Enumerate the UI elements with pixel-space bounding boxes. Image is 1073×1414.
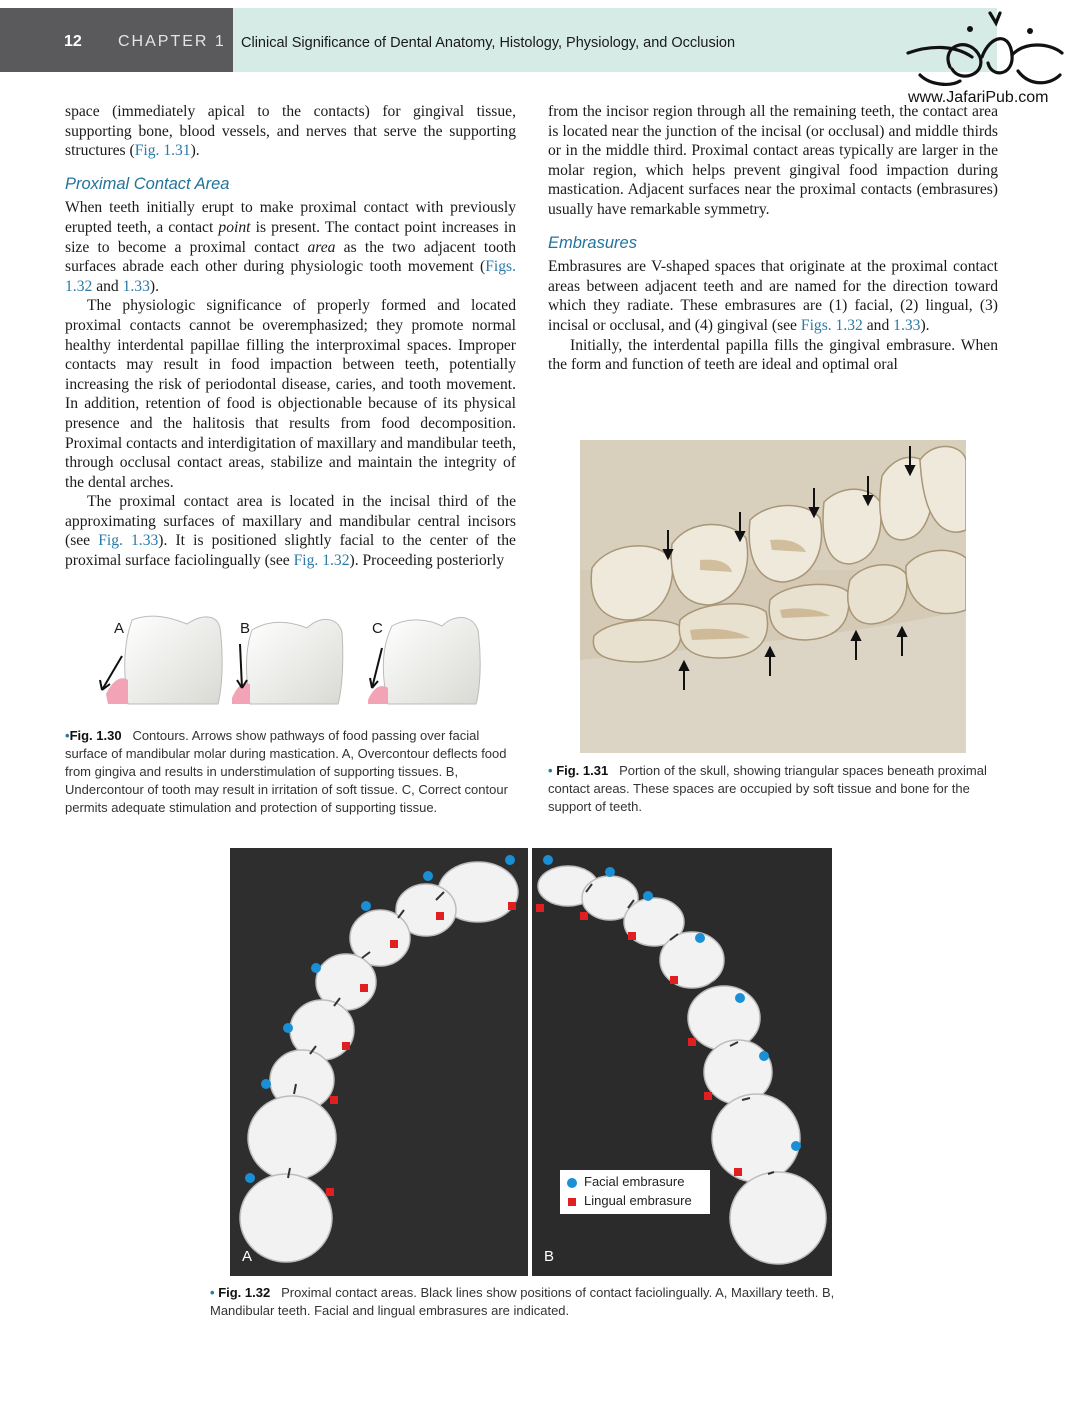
calligraphy-logo-icon — [900, 5, 1070, 95]
figure-link[interactable]: 1.33 — [893, 316, 921, 334]
panel-label: C — [372, 620, 383, 637]
figure-1-32-caption: • Fig. 1.32 Proximal contact areas. Black lines show positions of contact faciolingually. A, Maxillary teeth. B, Mandibular teeth. Facial and lingual embrasures are indicated. — [210, 1285, 835, 1318]
paragraph: The physiologic significance of properly formed and located proximal contacts cannot be overemphasized; they promote normal healthy interdental papillae filling the interproximal spaces. Improper contacts may result in food impaction between teeth, potentially increasing the risk of periodontal disease, caries, and tooth movement. In addition, retention of food is objectionable because of its physical presence and the halitosis that results from food decomposition. Proximal contacts and interdigitation of maxillary and mandibular teeth, through occlusal contact areas, stabilize and maintain the integrity of the dental arches. — [65, 297, 516, 491]
legend-facial-label: Facial embrasure — [584, 1174, 685, 1189]
figure-link[interactable]: Figs. 1.32 — [800, 316, 863, 334]
chapter-label: CHAPTER 1 — [118, 33, 226, 50]
figure-link[interactable]: Fig. 1.33 — [98, 532, 159, 550]
left-text-column — [65, 102, 516, 571]
facial-embrasure-swatch — [567, 1178, 577, 1188]
paragraph: from the incisor region through all the remaining teeth, the contact area is located near the junction of the incisal (or occlusal) and middle thirds or in the middle third. Proximal contact areas typically are larger in the molar region, which helps prevent gingival food impaction during mastication. Adjacent surfaces near the proximal contacts (embrasures) usually have remarkable symmetry. — [548, 103, 998, 218]
paragraph: When teeth initially erupt to make proximal contact with previously erupted teeth, a contact point is present. The contact point increases in size to become a proximal contact area as the two adjacent tooth surfaces abrade each other during physiologic tooth movement (Figs. 1.32 and 1.33). — [65, 199, 517, 295]
figure-1-32-arches — [230, 848, 832, 1276]
figure-link[interactable]: Figs. 1.32 — [65, 258, 516, 295]
panel-label: A — [242, 1248, 253, 1265]
publisher-logo — [900, 5, 1070, 111]
figure-link[interactable]: 1.33 — [122, 277, 150, 295]
panel-label: A — [114, 620, 125, 637]
chapter-header-tab — [0, 8, 233, 72]
publisher-url: www.JafariPub.com — [908, 89, 1049, 106]
paragraph: Embrasures are V-shaped spaces that originate at the proximal contact areas between adjacent teeth and are named for the direction toward which they radiate. These embrasures are (1) facial, (2) lingual, (3) incisal or occlusal, and (4) gingival (see Figs. 1.32 and 1.33). — [548, 258, 998, 334]
paragraph: The proximal contact area is located in the incisal third of the approximating surfaces of maxillary and mandibular central incisors (see Fig. 1.33). It is positioned slightly facial to the center of the proximal surface faciolingually (see Fig. 1.32). Proceeding posteriorly — [65, 493, 516, 570]
caption-label: Fig. 1.32 — [218, 1285, 271, 1300]
caption-label: Fig. 1.31 — [556, 763, 609, 778]
tooth-c-icon — [368, 617, 480, 704]
lingual-embrasure-swatch — [568, 1198, 576, 1206]
figure-link[interactable]: Fig. 1.32 — [293, 552, 350, 570]
caption-label: Fig. 1.30 — [69, 728, 122, 743]
running-header — [233, 8, 997, 72]
panel-label: B — [240, 620, 251, 637]
figure-1-31-photo — [580, 440, 966, 753]
figure-link[interactable]: Fig. 1.31 — [134, 142, 191, 160]
figure-1-31-caption: • Fig. 1.31 Portion of the skull, showing triangular spaces beneath proximal contact areas. These spaces are occupied by soft tissue and bone for the support of teeth. — [548, 763, 987, 814]
paragraph: Initially, the interdental papilla fills the gingival embrasure. When the form and function of teeth are ideal and optimal oral — [548, 336, 998, 374]
panel-label: B — [544, 1248, 555, 1265]
legend-lingual-label: Lingual embrasure — [584, 1193, 692, 1208]
figure-1-30-illustration — [92, 608, 492, 720]
section-heading: Embrasures — [548, 233, 637, 252]
figure-1-30-caption: •Fig. 1.30 Contours. Arrows show pathways of food passing over facial surface of mandibular molar during mastication. A, Overcontour deflects food from gingiva and results in understimulation of supporting tissues. B, Undercontour of tooth may result in irritation of soft tissue. C, Correct contour permits adequate stimulation and protection of supporting tissue. — [65, 728, 508, 815]
chapter-title: Clinical Significance of Dental Anatomy, Histology, Physiology, and Occlusion — [241, 35, 736, 51]
paragraph: space (immediately apical to the contacts) for gingival tissue, supporting bone, blood vessels, and nerves that serve the supporting structures (Fig. 1.31). — [65, 103, 516, 160]
right-text-column — [548, 102, 998, 375]
section-heading: Proximal Contact Area — [65, 174, 230, 193]
page-number: 12 — [64, 33, 82, 50]
